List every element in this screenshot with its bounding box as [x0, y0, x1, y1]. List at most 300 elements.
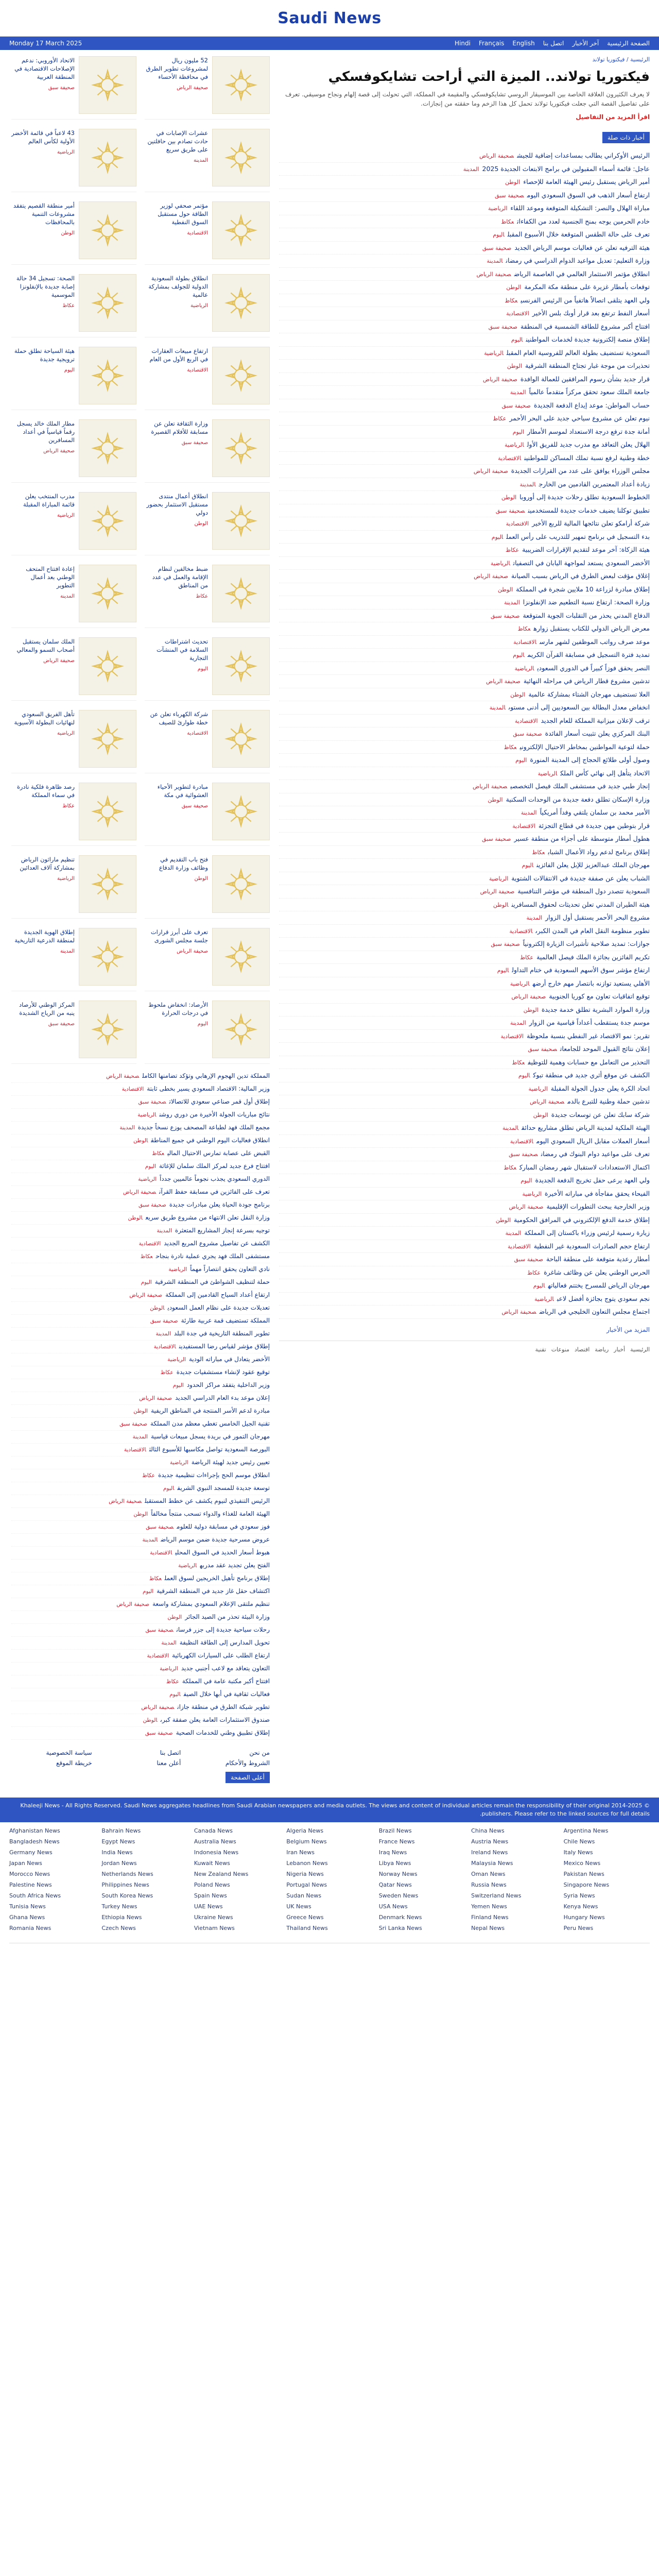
headline-link[interactable]: خادم الحرمين يوجه بمنح الجنسية لعدد من الكفاءات — [517, 217, 650, 225]
headline-link[interactable]: ولي العهد يرعى حفل تخريج الدفعة الجديدة — [535, 1176, 650, 1184]
headline-link[interactable]: وزارة الصحة: ارتفاع نسبة التطعيم ضد الإنفلونزا — [523, 598, 650, 606]
news-card[interactable] — [145, 710, 270, 773]
headline-link[interactable]: أمطار رعدية متوقعة على منطقة الباحة — [546, 1255, 650, 1263]
list-item[interactable] — [11, 1688, 270, 1701]
headline-link[interactable]: النصر يحقق فوزاً كبيراً في الدوري السعودي — [537, 664, 650, 672]
country-link[interactable]: Oman News — [471, 1871, 506, 1877]
headline-link[interactable]: انطلاق مؤتمر الاستثمار العالمي في العاصمة الرياض — [514, 269, 650, 278]
country-link[interactable]: Czech News — [101, 1925, 136, 1931]
headline-link[interactable]: ارتفاع حجم الصادرات السعودية غير النفطية — [533, 1242, 650, 1250]
headline-link[interactable]: افتتاح فرع جديد لمركز الملك سلمان للإغاثة — [159, 1162, 270, 1170]
card-thumbnail[interactable] — [212, 637, 270, 695]
card-headline[interactable]: ضبط مخالفين لنظام الإقامة والعمل في عدد من المناطق — [152, 565, 208, 589]
list-item[interactable] — [279, 1069, 650, 1082]
headline-link[interactable]: تطوير شبكة الطرق في منطقة جازان — [177, 1703, 270, 1710]
headline-link[interactable]: إطلاق مؤشر لقياس رضا المستفيدين — [179, 1343, 270, 1350]
country-link[interactable]: Hungary News — [563, 1914, 605, 1921]
news-card[interactable] — [145, 855, 270, 919]
card-headline[interactable]: رصد ظاهرة فلكية نادرة في سماء المملكة — [16, 783, 75, 799]
card-thumbnail[interactable] — [212, 928, 270, 986]
headline-link[interactable]: توجيه بسرعة إنجاز المشاريع المتعثرة — [175, 1227, 270, 1234]
card-headline[interactable]: تحديث اشتراطات السلامة في المنشآت التجارية — [157, 638, 208, 662]
list-item[interactable] — [279, 570, 650, 583]
list-item[interactable] — [279, 820, 650, 833]
list-item[interactable] — [279, 1161, 650, 1175]
list-item[interactable] — [279, 793, 650, 807]
news-card[interactable] — [145, 201, 270, 265]
card-headline[interactable]: تنظيم ماراثون الرياض بمشاركة آلاف العدائين — [20, 856, 75, 871]
list-item[interactable] — [279, 1306, 650, 1319]
card-headline[interactable]: مؤتمر صحفي لوزير الطاقة حول مستقبل السوق النفطية — [158, 202, 208, 226]
headline-link[interactable]: افتتاح أكبر مكتبة عامة في المملكة — [182, 1677, 270, 1685]
card-headline[interactable]: الملك سلمان يستقبل أصحاب السمو والمعالي — [16, 638, 75, 653]
list-item[interactable] — [279, 215, 650, 229]
news-card[interactable] — [11, 56, 136, 120]
list-item[interactable] — [11, 1637, 270, 1650]
headline-link[interactable]: تطوير المنطقة التاريخية في جدة البلد — [174, 1330, 270, 1337]
news-card[interactable] — [11, 855, 136, 919]
list-item[interactable] — [279, 1095, 650, 1109]
country-link[interactable]: USA News — [378, 1903, 408, 1910]
headline-link[interactable]: نيوم تعلن عن مشروع سياحي جديد على البحر الأحمر — [509, 414, 650, 422]
list-item[interactable] — [279, 622, 650, 636]
card-thumbnail[interactable] — [79, 347, 136, 404]
country-link[interactable]: Bangladesh News — [9, 1838, 60, 1845]
tag-link[interactable]: أخبار — [614, 1346, 626, 1353]
list-item[interactable] — [279, 294, 650, 308]
country-link[interactable]: Kuwait News — [194, 1860, 230, 1867]
list-item[interactable] — [279, 426, 650, 439]
list-item[interactable] — [11, 1663, 270, 1675]
list-item[interactable] — [279, 504, 650, 518]
headline-link[interactable]: إطلاق منصة إلكترونية جديدة لخدمات المواطنين — [526, 335, 650, 343]
nav-link[interactable]: English — [512, 40, 535, 47]
headline-link[interactable]: حملة لتوعية المواطنين بمخاطر الاحتيال الإلكتروني — [519, 742, 650, 751]
list-item[interactable] — [279, 649, 650, 662]
list-item[interactable] — [279, 675, 650, 688]
footer-link[interactable]: سياسة الخصوصية — [46, 1749, 92, 1756]
headline-link[interactable]: اكتمال الاستعدادات لاستقبال شهر رمضان المبارك — [519, 1163, 650, 1171]
list-item[interactable] — [11, 1675, 270, 1688]
country-link[interactable]: Iraq News — [378, 1849, 407, 1856]
headline-link[interactable]: السعودية تتصدر دول المنطقة في مؤشر التنافسية — [517, 887, 650, 895]
news-card[interactable] — [145, 419, 270, 483]
headline-link[interactable]: فوز سعودي في مسابقة دولية للعلوم — [177, 1523, 270, 1530]
headline-link[interactable]: ارتفاع مؤشر سوق الأسهم السعودية في ختام التداول — [512, 966, 650, 974]
list-item[interactable] — [279, 1148, 650, 1161]
headline-link[interactable]: وزارة الموارد البشرية تطلق خدمة جديدة — [541, 1005, 650, 1013]
country-link[interactable]: Switzerland News — [471, 1892, 522, 1899]
list-item[interactable] — [279, 1200, 650, 1214]
country-link[interactable]: Brazil News — [378, 1827, 412, 1834]
country-link[interactable]: Tunisia News — [9, 1903, 46, 1910]
headline-link[interactable]: إطلاق مبادرة لزراعة 10 ملايين شجرة في المملكة — [516, 585, 650, 593]
headline-link[interactable]: العلا تستضيف مهرجان الشتاء بمشاركة عالمية — [528, 690, 650, 698]
list-item[interactable] — [279, 1135, 650, 1148]
headline-link[interactable]: تقنية الجيل الخامس تغطي معظم مدن المملكة — [150, 1420, 270, 1427]
card-thumbnail[interactable] — [79, 855, 136, 913]
headline-link[interactable]: مستشفى الملك فهد يجري عملية نادرة بنجاح — [155, 1252, 270, 1260]
country-link[interactable]: Singapore News — [563, 1882, 610, 1888]
list-item[interactable] — [11, 1302, 270, 1315]
country-link[interactable]: Palestine News — [9, 1882, 52, 1888]
headline-link[interactable]: إنجاز طبي جديد في مستشفى الملك فيصل التخصصي — [510, 782, 650, 790]
list-item[interactable] — [11, 1560, 270, 1572]
footer-link[interactable]: اتصل بنا — [160, 1749, 181, 1756]
headline-link[interactable]: جامعة الملك سعود تحقق مركزاً متقدماً عالمياً — [529, 388, 650, 396]
headline-link[interactable]: الأخضر يتعادل في مباراته الودية — [188, 1355, 270, 1363]
list-item[interactable] — [279, 438, 650, 452]
country-link[interactable]: Greece News — [286, 1914, 324, 1921]
headline-link[interactable]: إطلاق خدمة الدفع الإلكتروني في المرافق الحكومية — [513, 1215, 650, 1224]
country-link[interactable]: South Korea News — [101, 1892, 153, 1899]
headline-link[interactable]: معرض الرياض الدولي للكتاب يستقبل زواره — [533, 624, 650, 632]
list-item[interactable] — [279, 1109, 650, 1122]
country-link[interactable]: Australia News — [194, 1838, 236, 1845]
country-link[interactable]: Philippines News — [101, 1882, 149, 1888]
headline-link[interactable]: تحذيرات من موجة غبار تجتاح المنطقة الشرقية — [525, 362, 650, 369]
headline-link[interactable]: وزير المالية: الاقتصاد السعودي يسير بخطى ثابتة — [147, 1085, 270, 1092]
country-link[interactable]: Lebanon News — [286, 1860, 328, 1867]
nav-link[interactable]: Français — [478, 40, 505, 47]
headline-link[interactable]: إطلاق تطبيق وطني للخدمات الصحية — [176, 1729, 270, 1736]
list-item[interactable] — [11, 1379, 270, 1392]
card-thumbnail[interactable] — [212, 492, 270, 550]
headline-link[interactable]: وزارة التعليم: تعديل مواعيد الدوام الدراسي في رمضان — [506, 257, 650, 264]
list-item[interactable] — [279, 636, 650, 649]
headline-link[interactable]: الأمير محمد بن سلمان يلتقي وفداً أمريكياً — [540, 808, 650, 816]
headline-link[interactable]: تعيين رئيس جديد لهيئة الرياضة — [191, 1459, 270, 1466]
list-item[interactable] — [11, 1650, 270, 1663]
list-item[interactable] — [279, 386, 650, 399]
card-thumbnail[interactable] — [212, 419, 270, 477]
headline-link[interactable]: الهيئة العامة للغذاء والدواء تسحب منتجاً مخالفاً — [151, 1510, 270, 1517]
country-link[interactable]: Morocco News — [9, 1871, 50, 1877]
headline-link[interactable]: أسعار العملات مقابل الريال السعودي اليوم — [536, 1137, 650, 1145]
country-link[interactable]: Qatar News — [378, 1882, 412, 1888]
headline-link[interactable]: مجمع الملك فهد لطباعة المصحف يوزع نسخاً جديدة — [137, 1124, 270, 1131]
country-link[interactable]: Portugal News — [286, 1882, 327, 1888]
country-link[interactable]: Syria News — [563, 1892, 595, 1899]
headline-link[interactable]: القبض على عصابة تمارس الاحتيال المالي — [167, 1149, 270, 1157]
card-thumbnail[interactable] — [212, 274, 270, 332]
card-headline[interactable]: مدرب المنتخب يعلن قائمة المباراة المقبلة — [23, 493, 75, 508]
country-link[interactable]: Sudan News — [286, 1892, 322, 1899]
list-item[interactable] — [279, 544, 650, 557]
headline-link[interactable]: هيئة الطيران المدني تعلن تحديثات لحقوق المسافرين — [511, 900, 650, 908]
list-item[interactable] — [279, 688, 650, 702]
card-thumbnail[interactable] — [212, 129, 270, 187]
headline-link[interactable]: وزارة الإسكان تطلق دفعة جديدة من الوحدات السكنية — [506, 795, 650, 803]
news-card[interactable] — [145, 928, 270, 991]
card-thumbnail[interactable] — [212, 565, 270, 622]
headline-link[interactable]: مباراة الهلال والنصر: التشكيلة المتوقعة وموعد اللقاء — [510, 204, 650, 212]
list-item[interactable] — [11, 1199, 270, 1212]
list-item[interactable] — [279, 1174, 650, 1188]
headline-link[interactable]: وزير الخارجية يبحث التطورات الإقليمية — [546, 1202, 650, 1210]
headline-link[interactable]: هيئة الزكاة: آخر موعد لتقديم الإقرارات الضريبية — [522, 546, 650, 553]
country-link[interactable]: Poland News — [194, 1882, 230, 1888]
list-item[interactable] — [11, 1534, 270, 1547]
headline-link[interactable]: تعرف على حالة الطقس المتوقعة خلال الأسبوع المقبل — [507, 230, 650, 238]
list-item[interactable] — [11, 1418, 270, 1431]
headline-link[interactable]: مبادرة لدعم الأسر المنتجة في المناطق الريفية — [151, 1407, 270, 1414]
list-item[interactable] — [11, 1328, 270, 1341]
headline-link[interactable]: حساب المواطن: موعد إيداع الدفعة الجديدة — [533, 401, 650, 409]
list-item[interactable] — [279, 1253, 650, 1266]
headline-link[interactable]: عروض مسرحية جديدة ضمن موسم الرياض — [161, 1536, 270, 1543]
list-item[interactable] — [279, 1266, 650, 1280]
country-link[interactable]: Japan News — [9, 1860, 42, 1867]
card-thumbnail[interactable] — [79, 274, 136, 332]
country-link[interactable]: India News — [101, 1849, 133, 1856]
nav-link[interactable]: اتصل بنا — [543, 40, 564, 47]
headline-link[interactable]: تطوير منظومة النقل العام في المدن الكبرى — [535, 926, 650, 935]
list-item[interactable] — [279, 176, 650, 189]
list-item[interactable] — [279, 964, 650, 977]
list-item[interactable] — [279, 727, 650, 741]
country-link[interactable]: Bahrain News — [101, 1827, 141, 1834]
list-item[interactable] — [11, 1701, 270, 1714]
card-thumbnail[interactable] — [79, 492, 136, 550]
card-thumbnail[interactable] — [79, 419, 136, 477]
headline-link[interactable]: قرار بتوطين مهن جديدة في قطاع التجزئة — [538, 821, 650, 829]
country-link[interactable]: South Africa News — [9, 1892, 61, 1899]
list-item[interactable] — [279, 255, 650, 268]
list-item[interactable] — [279, 715, 650, 728]
headline-link[interactable]: وزارة البيئة تحذر من الصيد الجائر — [185, 1613, 270, 1620]
country-link[interactable]: Chile News — [563, 1838, 595, 1845]
list-item[interactable] — [279, 754, 650, 767]
country-link[interactable]: Argentina News — [563, 1827, 609, 1834]
card-thumbnail[interactable] — [79, 201, 136, 259]
list-item[interactable] — [279, 1188, 650, 1201]
headline-link[interactable]: الدفاع المدني يحذر من التقلبات الجوية المتوقعة — [523, 611, 650, 619]
headline-link[interactable]: اتحاد الكرة يعلن جدول الجولة المقبلة — [550, 1084, 650, 1092]
headline-link[interactable]: الأهلي يستعيد توازنه بانتصار مهم خارج أرضه — [532, 979, 650, 987]
list-item[interactable] — [279, 1043, 650, 1056]
headline-link[interactable]: برنامج جودة الحياة يعلن مبادرات جديدة — [169, 1201, 270, 1208]
headline-link[interactable]: صندوق الاستثمارات العامة يعلن صفقة كبرى — [160, 1716, 270, 1723]
news-card[interactable] — [11, 347, 136, 410]
headline-link[interactable]: البنك المركزي يعلن تثبيت أسعار الفائدة — [545, 730, 650, 737]
news-card[interactable] — [145, 783, 270, 846]
list-item[interactable] — [279, 163, 650, 176]
headline-link[interactable]: الأخضر السعودي يستعد لمواجهة اليابان في التصفيات — [513, 558, 650, 567]
country-link[interactable]: Sri Lanka News — [378, 1925, 422, 1931]
list-item[interactable] — [279, 899, 650, 912]
list-item[interactable] — [279, 990, 650, 1004]
headline-link[interactable]: ارتفاع أسعار الذهب في السوق السعودي اليوم — [527, 191, 650, 199]
tag-link[interactable]: الرئيسية — [630, 1346, 650, 1353]
list-item[interactable] — [279, 859, 650, 872]
headline-link[interactable]: الاتحاد يتأهل إلى نهائي كأس الملك — [560, 769, 650, 777]
headline-link[interactable]: نادي التعاون يحقق انتصاراً مهماً — [190, 1265, 270, 1273]
headline-link[interactable]: توقعات بأمطار غزيرة على منطقة مكة المكرمة — [524, 283, 650, 291]
news-card[interactable] — [145, 129, 270, 192]
list-item[interactable] — [11, 1611, 270, 1624]
news-card[interactable] — [145, 1001, 270, 1064]
list-item[interactable] — [11, 1624, 270, 1637]
list-item[interactable] — [279, 1122, 650, 1135]
card-headline[interactable]: وزارة الثقافة تعلن عن مسابقة للأفلام القصيرة — [151, 420, 208, 435]
list-item[interactable] — [11, 1225, 270, 1238]
list-item[interactable] — [279, 268, 650, 281]
card-thumbnail[interactable] — [79, 637, 136, 695]
list-item[interactable] — [279, 938, 650, 951]
country-link[interactable]: Italy News — [563, 1849, 593, 1856]
headline-link[interactable]: البورصة السعودية تواصل مكاسبها للأسبوع الثالث — [149, 1446, 270, 1453]
list-item[interactable] — [279, 452, 650, 465]
headline-link[interactable]: خطة وطنية لرفع نسبة تملك المساكن للمواطنين — [524, 453, 650, 462]
card-thumbnail[interactable] — [79, 1001, 136, 1058]
country-link[interactable]: Denmark News — [378, 1914, 422, 1921]
card-headline[interactable]: إطلاق الهوية الجديدة لمنطقة الدرعية التاريخية — [14, 928, 75, 944]
card-thumbnail[interactable] — [212, 347, 270, 404]
headline-link[interactable]: المملكة تستضيف قمة عربية طارئة — [181, 1317, 270, 1324]
list-item[interactable] — [11, 1456, 270, 1469]
tag-link[interactable]: منوعات — [551, 1346, 569, 1353]
news-card[interactable] — [11, 928, 136, 991]
card-headline[interactable]: عشرات الإصابات في حادث تصادم بين حافلتين على طريق سريع — [147, 129, 208, 153]
list-item[interactable] — [11, 1508, 270, 1521]
card-headline[interactable]: الاتحاد الأوروبي: ندعم الإصلاحات الاقتصادية في المنطقة العربية — [14, 57, 75, 80]
headline-link[interactable]: انطلاق موسم الحج بإجراءات تنظيمية جديدة — [158, 1471, 270, 1479]
news-card[interactable] — [11, 419, 136, 483]
list-item[interactable] — [11, 1289, 270, 1302]
news-card[interactable] — [145, 274, 270, 337]
country-link[interactable]: Ireland News — [471, 1849, 508, 1856]
list-item[interactable] — [279, 833, 650, 846]
headline-link[interactable]: زيارة رسمية لرئيس وزراء باكستان إلى المملكة — [524, 1229, 650, 1236]
list-item[interactable] — [279, 767, 650, 781]
list-item[interactable] — [279, 491, 650, 504]
headline-link[interactable]: ارتفاع أعداد السياح القادمين إلى المملكة — [165, 1291, 270, 1298]
list-item[interactable] — [279, 872, 650, 886]
list-item[interactable] — [279, 1056, 650, 1070]
headline-link[interactable]: توقيع عقود لإنشاء مستشفيات جديدة — [176, 1368, 270, 1376]
read-more-link[interactable]: اقرأ المزيد من التفاصيل — [576, 113, 650, 121]
list-item[interactable] — [279, 609, 650, 623]
country-link[interactable]: Belgium News — [286, 1838, 327, 1845]
news-card[interactable] — [145, 492, 270, 555]
country-link[interactable]: Afghanistan News — [9, 1827, 60, 1834]
country-link[interactable]: Ethiopia News — [101, 1914, 142, 1921]
list-item[interactable] — [279, 228, 650, 242]
list-item[interactable] — [279, 806, 650, 820]
list-item[interactable] — [279, 741, 650, 754]
country-link[interactable]: Mexico News — [563, 1860, 601, 1867]
headline-link[interactable]: توسعة جديدة للمسجد النبوي الشريف — [177, 1484, 270, 1492]
country-link[interactable]: Canada News — [194, 1827, 233, 1834]
list-item[interactable] — [11, 1250, 270, 1263]
headline-link[interactable]: الفيحاء يحقق مفاجأة في مباراته الأخيرة — [544, 1189, 650, 1197]
tag-link[interactable]: اقتصاد — [574, 1346, 590, 1353]
list-item[interactable] — [279, 701, 650, 715]
country-link[interactable]: Turkey News — [101, 1903, 137, 1910]
list-item[interactable] — [11, 1276, 270, 1289]
headline-link[interactable]: أمانة جدة ترفع درجة الاستعداد لموسم الأمطار — [527, 427, 650, 435]
headline-link[interactable]: حملة لتنظيف الشواطئ في المنطقة الشرقية — [154, 1278, 270, 1285]
headline-link[interactable]: تطبيق توكلنا يضيف خدمات جديدة للمستخدمين — [528, 506, 650, 514]
headline-link[interactable]: ترقب لإعلان ميزانية المملكة للعام الجديد — [541, 716, 650, 724]
headline-link[interactable]: الدوري السعودي يجذب نجوماً عالميين جدداً — [160, 1175, 270, 1182]
country-link[interactable]: Jordan News — [101, 1860, 137, 1867]
list-item[interactable] — [11, 1547, 270, 1560]
list-item[interactable] — [279, 1293, 650, 1306]
card-headline[interactable]: إعادة افتتاح المتحف الوطني بعد أعمال التطوير — [26, 565, 75, 589]
card-headline[interactable]: 43 لاعباً في قائمة الأخضر الأولية لكأس العالم — [11, 129, 75, 145]
list-item[interactable] — [279, 846, 650, 859]
country-link[interactable]: Austria News — [471, 1838, 509, 1845]
headline-link[interactable]: وصول أولى طلائع الحجاج إلى المدينة المنورة — [530, 756, 650, 764]
headline-link[interactable]: تعديلات جديدة على نظام العمل السعودي — [167, 1304, 270, 1311]
card-thumbnail[interactable] — [212, 855, 270, 913]
list-item[interactable] — [11, 1482, 270, 1495]
list-item[interactable] — [279, 583, 650, 597]
country-link[interactable]: Indonesia News — [194, 1849, 239, 1856]
list-item[interactable] — [279, 780, 650, 793]
headline-link[interactable]: أمير الرياض يستقبل رئيس الهيئة العامة للإحصاء — [523, 178, 650, 185]
headline-link[interactable]: الكشف عن موقع أثري جديد في منطقة تبوك — [533, 1071, 650, 1079]
country-link[interactable]: Thailand News — [286, 1925, 328, 1931]
list-item[interactable] — [279, 596, 650, 609]
list-item[interactable] — [279, 347, 650, 360]
headline-link[interactable]: أسعار النفط ترتفع بعد قرار أوبك بلس الأخير — [532, 309, 650, 317]
country-link[interactable]: Norway News — [378, 1871, 418, 1877]
headline-link[interactable]: إعلان نتائج القبول الموحد للجامعات — [560, 1045, 650, 1053]
list-item[interactable] — [279, 1227, 650, 1240]
headline-link[interactable]: رحلات سياحية جديدة إلى جزر فرسان — [176, 1626, 270, 1633]
headline-link[interactable]: الفتح يعلن تجديد عقد مدربه — [200, 1562, 270, 1569]
headline-link[interactable]: الهلال يعلن التعاقد مع مدرب جديد للفريق الأول — [527, 440, 650, 448]
headline-link[interactable]: مشروع البحر الأحمر يستقبل أول الزوار — [545, 913, 650, 921]
news-card[interactable] — [11, 637, 136, 701]
list-item[interactable] — [11, 1173, 270, 1186]
country-link[interactable]: France News — [378, 1838, 415, 1845]
list-item[interactable] — [11, 1392, 270, 1405]
headline-link[interactable]: إعلان موعد بدء العام الدراسي الجديد — [175, 1394, 270, 1401]
news-card[interactable] — [11, 274, 136, 337]
list-item[interactable] — [11, 1714, 270, 1727]
card-thumbnail[interactable] — [79, 928, 136, 986]
news-card[interactable] — [145, 565, 270, 628]
card-thumbnail[interactable] — [79, 565, 136, 622]
nav-link[interactable]: Hindi — [455, 40, 471, 47]
headline-link[interactable]: تمديد فترة التسجيل في مسابقة القرآن الكريم — [527, 651, 650, 658]
news-card[interactable] — [11, 783, 136, 846]
list-item[interactable] — [279, 951, 650, 964]
footer-link[interactable]: من نحن — [249, 1749, 270, 1756]
news-card[interactable] — [11, 565, 136, 628]
card-thumbnail[interactable] — [212, 201, 270, 259]
list-item[interactable] — [279, 925, 650, 938]
list-item[interactable] — [279, 189, 650, 202]
headline-link[interactable]: اجتماع مجلس التعاون الخليجي في الرياض — [539, 1308, 650, 1315]
card-headline[interactable]: شركة الكهرباء تعلن عن خطة طوارئ للصيف — [150, 710, 208, 726]
list-item[interactable] — [279, 885, 650, 899]
headline-link[interactable]: فعاليات ثقافية في أبها خلال الصيف — [183, 1690, 270, 1698]
list-item[interactable] — [11, 1096, 270, 1109]
card-headline[interactable]: المركز الوطني للأرصاد ينبه من الرياح الشديدة — [19, 1001, 75, 1016]
list-item[interactable] — [11, 1083, 270, 1096]
headline-link[interactable]: موعد صرف رواتب الموظفين لشهر مارس — [540, 637, 650, 646]
headline-link[interactable]: مهرجان الرياض للمسرح يختتم فعالياته — [548, 1281, 650, 1289]
headline-link[interactable]: ولي العهد يتلقى اتصالاً هاتفياً من الرئيس الفرنسي — [521, 296, 650, 304]
card-thumbnail[interactable] — [212, 56, 270, 114]
list-item[interactable] — [11, 1727, 270, 1740]
list-item[interactable] — [279, 307, 650, 320]
